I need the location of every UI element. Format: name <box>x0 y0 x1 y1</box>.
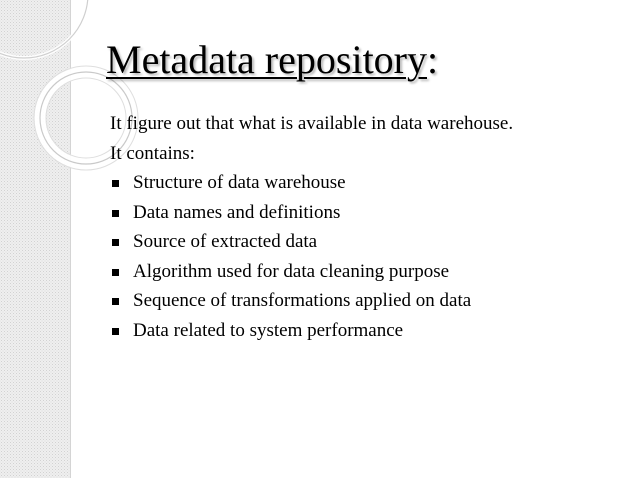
bullet-text: Source of extracted data <box>133 231 318 252</box>
bullet-item <box>110 257 625 287</box>
bullet-item <box>110 198 625 228</box>
square-bullet-icon <box>112 210 119 217</box>
square-bullet-icon <box>112 180 119 187</box>
slide-title-text: Metadata repository <box>106 37 427 82</box>
bullet-text: Sequence of transformations applied on data <box>133 290 472 311</box>
slide-title <box>106 36 438 84</box>
square-bullet-icon <box>112 328 119 335</box>
bullet-item <box>110 316 625 346</box>
intro-line: It figure out that what is available in data warehouse. <box>110 113 514 134</box>
square-bullet-icon <box>112 239 119 246</box>
bullet-text: Structure of data warehouse <box>133 172 346 193</box>
bullet-text: Algorithm used for data cleaning purpose <box>133 260 450 282</box>
slide-body <box>110 109 625 345</box>
bullet-item <box>110 227 625 257</box>
bullet-list <box>110 168 625 345</box>
intro-line: It contains: <box>110 142 195 164</box>
square-bullet-icon <box>112 269 119 276</box>
bullet-text: Data related to system performance <box>133 319 404 341</box>
square-bullet-icon <box>112 298 119 305</box>
bullet-item <box>110 286 625 316</box>
bullet-text: Data names and definitions <box>133 201 341 223</box>
bullet-item <box>110 168 625 198</box>
slide-title-colon: : <box>427 37 439 82</box>
